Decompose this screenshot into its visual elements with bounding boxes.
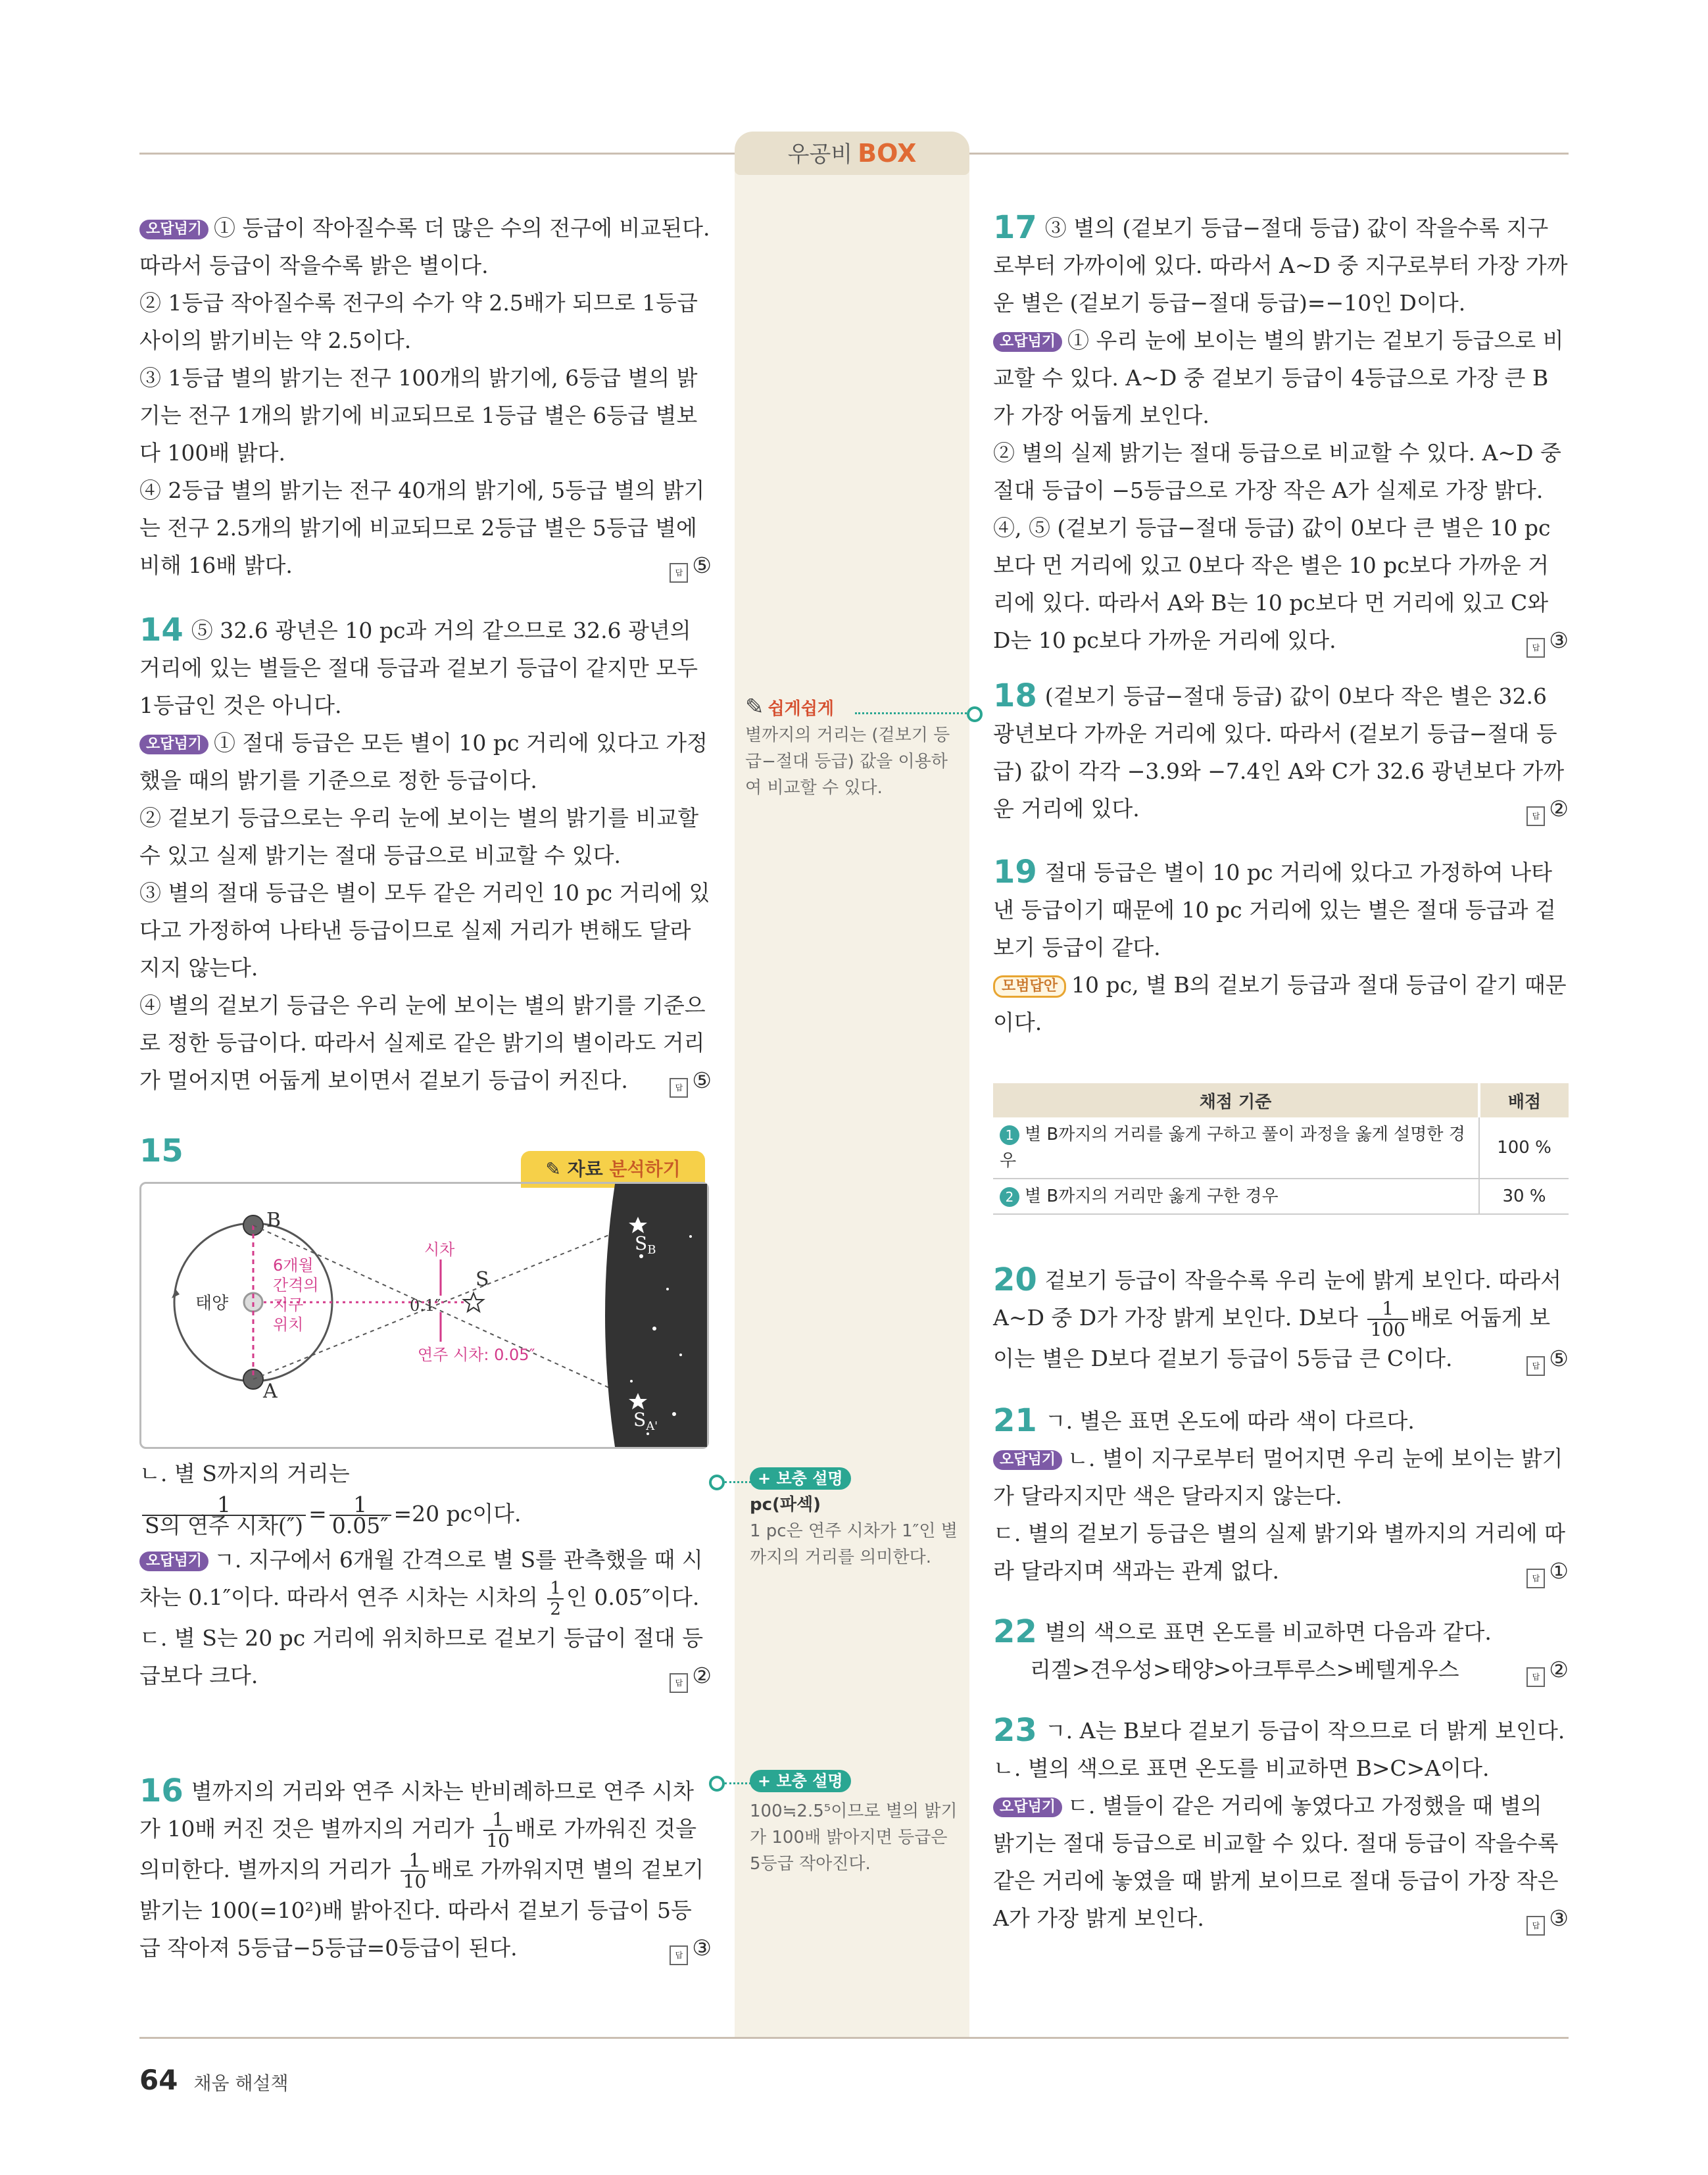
pencil-icon: ✎ bbox=[545, 1158, 568, 1180]
extra-note-2 bbox=[750, 1768, 960, 1877]
wrong-badge: 오답넘기 bbox=[993, 1797, 1062, 1817]
q17-wrong1: ① 우리 눈에 보이는 별의 밝기는 겉보기 등급으로 비교할 수 있다. A~D 중 겉보기 등급이 4등급으로 가장 큰 B가 가장 어둡게 보인다. bbox=[993, 328, 1564, 428]
wrong-badge: 오답넘기 bbox=[139, 220, 208, 239]
q22-line2: 리겔>견우성>태양>아크투루스>베텔게우스 bbox=[1030, 1657, 1459, 1682]
scoring-table bbox=[993, 1083, 1569, 1215]
q21-wrong: ㄴ. 별이 지구로부터 멀어지면 우리 눈에 보이는 밝기가 달라지지만 색은 달라지지 않는다. bbox=[993, 1446, 1563, 1509]
footer bbox=[139, 2064, 289, 2096]
answer-icon: 답 bbox=[670, 1078, 688, 1098]
label-sb: $S_B$ bbox=[635, 1233, 656, 1257]
q21-line3: ㄷ. 별의 겉보기 등급은 별의 실제 밝기와 별까지의 거리에 따라 달라지며 색과는 관계 없다. bbox=[993, 1521, 1565, 1584]
fraction: $\frac{1}{10}$ bbox=[483, 1810, 512, 1851]
criteria-text: 별 B까지의 거리만 옳게 구한 경우 bbox=[1025, 1186, 1279, 1206]
label-angle: 0.1″ bbox=[410, 1296, 441, 1315]
data-analysis-tab: ✎ 자료 분석하기 bbox=[521, 1151, 705, 1188]
q16-number: 16 bbox=[139, 1772, 183, 1809]
points-value: 30 % bbox=[1479, 1179, 1569, 1214]
wrong-badge: 오답넘기 bbox=[139, 1552, 208, 1571]
q14-line3: ③ 별의 절대 등급은 별이 모두 같은 거리인 10 pc 거리에 있다고 가정하여 나타낸 등급이므로 실제 거리가 변해도 달라지지 않는다. bbox=[139, 880, 710, 981]
table-row bbox=[993, 1117, 1569, 1179]
extra-note-text: 100≒2.5⁵이므로 별의 밝기가 100배 밝아지면 등급은 5등급 작아진다. bbox=[750, 1801, 958, 1874]
label-sa: $S_{A'}$ bbox=[633, 1409, 658, 1433]
label-parallax: 시차 bbox=[424, 1240, 455, 1259]
q14-number: 14 bbox=[139, 612, 183, 648]
easy-note bbox=[745, 694, 956, 801]
connector-line bbox=[725, 1481, 751, 1483]
q15-heading bbox=[139, 1133, 191, 1170]
q21-answer: 답 ① bbox=[1526, 1552, 1569, 1590]
q15-result: =20 pc이다. bbox=[393, 1501, 522, 1527]
q17-line2: ② 별의 실제 밝기는 절대 등급으로 비교할 수 있다. A~D 중 절대 등급이 −5등급으로 가장 작은 A가 실제로 가장 밝다. bbox=[993, 440, 1561, 503]
scoring-header-points: 배점 bbox=[1479, 1083, 1569, 1117]
answer-icon: 답 bbox=[1526, 1916, 1545, 1936]
q19-text: 절대 등급은 별이 10 pc 거리에 있다고 가정하여 나타낸 등급이기 때문에 10 pc 거리에 있는 별은 절대 등급과 겉보기 등급이 같다. bbox=[993, 860, 1556, 960]
q15-text bbox=[139, 1455, 712, 1694]
q22-line1: 별의 색으로 표면 온도를 비교하면 다음과 같다. bbox=[1044, 1619, 1492, 1645]
table-row bbox=[993, 1179, 1569, 1214]
q16-text1: 별까지의 거리와 연주 시차는 반비례하므로 연주 시차가 10배 커진 것은 별까지의 거리가 bbox=[139, 1778, 695, 1842]
q15-line3: ㄷ. 별 S는 20 pc 거리에 위치하므로 겉보기 등급이 절대 등급보다 크다. bbox=[139, 1625, 704, 1688]
parallax-figure bbox=[139, 1182, 709, 1449]
q19-model-answer: 10 pc, 별 B의 겉보기 등급과 절대 등급이 같기 때문이다. bbox=[993, 972, 1567, 1035]
label-position: 위치 bbox=[273, 1315, 304, 1334]
row-number: 1 bbox=[1000, 1125, 1019, 1145]
q14-wrong1: ① 절대 등급은 모든 별이 10 pc 거리에 있다고 가정했을 때의 밝기를 기준으로 정한 등급이다. bbox=[139, 730, 708, 793]
q17-answer: 답 ③ bbox=[1526, 622, 1569, 659]
q16-text bbox=[139, 1772, 712, 1967]
label-six-months: 6개월 bbox=[273, 1256, 314, 1275]
scoring-header-row bbox=[993, 1083, 1569, 1117]
q13-answer: 답 ⑤ bbox=[670, 547, 712, 584]
label-b: B bbox=[266, 1209, 281, 1232]
fraction: $\frac{1}{100}$ bbox=[1367, 1299, 1407, 1340]
label-earth: 지구 bbox=[273, 1296, 304, 1314]
answer-icon: 답 bbox=[670, 1673, 688, 1693]
easy-note-text: 별까지의 거리는 (겉보기 등급−절대 등급) 값을 이용하여 비교할 수 있다. bbox=[745, 725, 950, 798]
q20-text2: 배로 어둡게 보이는 별은 D보다 겉보기 등급이 5등급 큰 C이다. bbox=[993, 1305, 1551, 1371]
q22-answer: 답 ② bbox=[1526, 1651, 1569, 1688]
q15-wrong: ㄱ. 지구에서 6개월 간격으로 별 S를 관측했을 때 시차는 0.1″이다. 따라서 연주 시차는 시차의 bbox=[139, 1547, 703, 1610]
extra-note-head: + 보충 설명 bbox=[750, 1770, 851, 1792]
scoring-header-criteria: 채점 기준 bbox=[993, 1083, 1479, 1117]
q19-number: 19 bbox=[993, 854, 1037, 891]
row-number: 2 bbox=[1000, 1187, 1019, 1207]
left-column-top bbox=[139, 209, 712, 1099]
q23-line1: ㄱ. A는 B보다 겉보기 등급이 작으므로 더 밝게 보인다. bbox=[1044, 1718, 1565, 1744]
q13-line3: ③ 1등급 별의 밝기는 전구 100개의 밝기에, 6등급 별의 밝기는 전구 1개의 밝기에 비교되므로 1등급 별은 6등급 별보다 100배 밝다. bbox=[139, 365, 698, 466]
fraction: $\frac{1}{0.05''}$ bbox=[329, 1495, 391, 1536]
header-box-tab bbox=[735, 132, 969, 175]
middle-column bbox=[735, 153, 969, 2037]
extra-note-head: + 보충 설명 bbox=[750, 1467, 851, 1490]
connector-dot bbox=[967, 706, 983, 722]
q14-line4: ④ 별의 겉보기 등급은 우리 눈에 보이는 별의 밝기를 기준으로 정한 등급이다. 따라서 실제로 같은 밝기의 별이라도 거리가 멀어지면 어둡게 보이면서 겉보기 등급이 커진다. bbox=[139, 992, 706, 1093]
answer-icon: 답 bbox=[1526, 1569, 1545, 1588]
wrong-badge: 오답넘기 bbox=[139, 735, 208, 754]
fraction-half: $\frac{1}{2}$ bbox=[547, 1578, 564, 1619]
q13-line4: ④ 2등급 별의 밝기는 전구 40개의 밝기에, 5등급 별의 밝기는 전구 2.5개의 밝기에 비교되므로 2등급 별은 5등급 별에 비해 16배 밝다. bbox=[139, 477, 705, 578]
q23-wrong: ㄷ. 별들이 같은 거리에 놓였다고 가정했을 때 별의 밝기는 절대 등급으로 비교할 수 있다. 절대 등급이 작을수록 같은 거리에 놓였을 때 밝게 보이므로 절대 등급이 가장 작은 A가 가장 밝게 보인다. bbox=[993, 1793, 1559, 1931]
q23-answer: 답 ③ bbox=[1526, 1899, 1569, 1937]
q22-number: 22 bbox=[993, 1613, 1037, 1650]
q16-answer: 답 ③ bbox=[670, 1929, 712, 1967]
q16-text2: 배로 가까워진 것을 의미한다. 별까지의 거리가 bbox=[139, 1816, 697, 1882]
extra-note-text: 1 pc은 연주 시차가 1″인 별까지의 거리를 의미한다. bbox=[750, 1521, 958, 1567]
connector-dot bbox=[709, 1776, 725, 1792]
q15-answer: 답 ② bbox=[670, 1657, 712, 1694]
q14-line2: ② 겉보기 등급으로는 우리 눈에 보이는 별의 밝기를 비교할 수 있고 실제 밝기는 절대 등급으로 비교할 수 있다. bbox=[139, 805, 699, 868]
star-s-icon bbox=[464, 1293, 483, 1311]
criteria-text: 별 B까지의 거리를 옳게 구하고 풀이 과정을 옳게 설명한 경우 bbox=[1000, 1125, 1465, 1171]
orbit-arrow-icon bbox=[172, 1289, 180, 1298]
q18-number: 18 bbox=[993, 677, 1037, 714]
q23-line2: ㄴ. 별의 색으로 표면 온도를 비교하면 B>C>A이다. bbox=[993, 1755, 1490, 1781]
connector-line bbox=[725, 1782, 751, 1784]
q15-wrong-end: 인 0.05″이다. bbox=[566, 1584, 700, 1610]
q17-number: 17 bbox=[993, 209, 1037, 246]
q13-line1: ① 등급이 작아질수록 더 많은 수의 전구에 비교된다. 따라서 등급이 작을수록 밝은 별이다. bbox=[139, 215, 710, 278]
q15-line1: ㄴ. 별 S까지의 거리는 bbox=[139, 1461, 350, 1486]
night-sky bbox=[605, 1184, 707, 1447]
parallax-diagram bbox=[141, 1184, 707, 1447]
answer-icon: 답 bbox=[670, 563, 688, 583]
answer-icon: 답 bbox=[1526, 1356, 1545, 1376]
easy-note-head: 쉽게쉽게 bbox=[768, 699, 834, 719]
label-interval: 간격의 bbox=[273, 1276, 319, 1294]
connector-line bbox=[855, 712, 967, 714]
label-s: S bbox=[476, 1268, 489, 1291]
pencil-icon: ✎ bbox=[745, 694, 764, 720]
fraction: $\frac{1}{\text{S의 연주 시차(″)}}$ bbox=[142, 1495, 306, 1536]
answer-icon: 답 bbox=[1526, 638, 1545, 658]
q21-number: 21 bbox=[993, 1402, 1037, 1439]
q13-line2: ② 1등급 작아질수록 전구의 수가 약 2.5배가 되므로 1등급 사이의 밝기비는 약 2.5이다. bbox=[139, 290, 698, 353]
book-title: 채움 해설책 bbox=[193, 2072, 289, 2094]
connector-dot bbox=[709, 1475, 725, 1490]
q15-number: 15 bbox=[139, 1133, 183, 1169]
q14-intro: ⑤ 32.6 광년은 10 pc과 거의 같으므로 32.6 광년의 거리에 있는 별들은 절대 등급과 겉보기 등급이 같지만 모두 1등급인 것은 아니다. bbox=[139, 618, 698, 718]
extra-note-1 bbox=[750, 1465, 960, 1571]
q21-line1: ㄱ. 별은 표면 온도에 따라 색이 다르다. bbox=[1044, 1408, 1415, 1434]
q23-number: 23 bbox=[993, 1712, 1037, 1749]
extra-note-title: pc(파섹) bbox=[750, 1495, 821, 1515]
bottom-rule bbox=[139, 2037, 1569, 2039]
q20-number: 20 bbox=[993, 1261, 1037, 1298]
model-answer-badge: 모범답안 bbox=[993, 975, 1066, 998]
equals: = bbox=[308, 1501, 327, 1527]
q17-intro: ③ 별의 (겉보기 등급−절대 등급) 값이 작을수록 지구로부터 가까이에 있다. 따라서 A~D 중 지구로부터 가장 가까운 별은 (겉보기 등급−절대 등급)=−10인 D이다. bbox=[993, 215, 1568, 316]
q17-line3: ④, ⑤ (겉보기 등급−절대 등급) 값이 0보다 큰 별은 10 pc보다 먼 거리에 있고 0보다 작은 별은 10 pc보다 가까운 거리에 있다. 따라서 A와 B는 10 pc보다 먼 거리에 있고 C와 D는 10 pc보다 가까운 거리에 있다. bbox=[993, 515, 1551, 653]
answer-icon: 답 bbox=[1526, 806, 1545, 826]
q14-answer: 답 ⑤ bbox=[670, 1062, 712, 1099]
answer-icon: 답 bbox=[1526, 1667, 1545, 1687]
points-value: 100 % bbox=[1479, 1117, 1569, 1179]
header-label: 우공비 bbox=[787, 141, 853, 168]
header-box: BOX bbox=[858, 139, 917, 168]
right-column-bottom bbox=[993, 1261, 1569, 1937]
q20-answer: 답 ⑤ bbox=[1526, 1340, 1569, 1377]
page-number: 64 bbox=[139, 2064, 178, 2096]
q20-text1: 겉보기 등급이 작을수록 우리 눈에 밝게 보인다. 따라서 A~D 중 D가 가장 밝게 보인다. D보다 bbox=[993, 1267, 1562, 1331]
q18-text: (겉보기 등급−절대 등급) 값이 0보다 작은 별은 32.6 광년보다 가까운 거리에 있다. 따라서 (겉보기 등급−절대 등급) 값이 각각 −3.9와 −7.4인 A와 C가 32.6 광년보다 가까운 거리에 있다. bbox=[993, 683, 1565, 821]
q16-text3: 배로 가까워지면 별의 겉보기 밝기는 100(=10²)배 밝아진다. 따라서 겉보기 등급이 5등급 작아져 5등급−5등급=0등급이 된다. bbox=[139, 1857, 704, 1961]
right-column-top bbox=[993, 209, 1569, 1041]
label-sun: 태양 bbox=[195, 1294, 229, 1313]
answer-icon: 답 bbox=[670, 1945, 688, 1965]
fraction: $\frac{1}{10}$ bbox=[401, 1851, 429, 1892]
label-annual-parallax: 연주 시차: 0.05″ bbox=[418, 1346, 535, 1364]
wrong-badge: 오답넘기 bbox=[993, 332, 1062, 352]
label-a: A bbox=[263, 1380, 278, 1403]
q18-answer: 답 ② bbox=[1526, 790, 1569, 827]
wrong-badge: 오답넘기 bbox=[993, 1450, 1062, 1470]
